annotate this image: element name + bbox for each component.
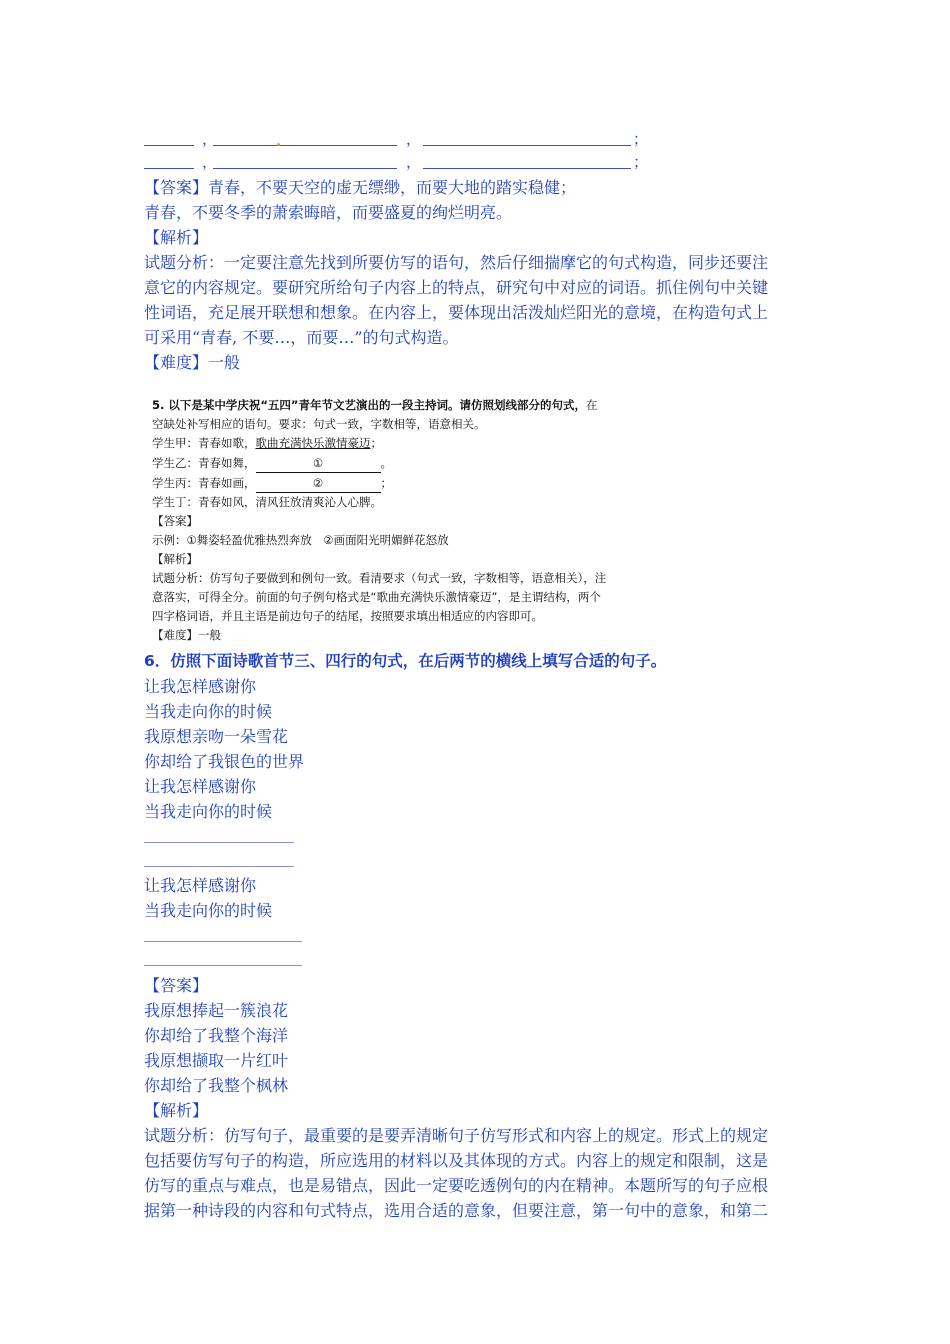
poem-line: 当我走向你的时候 — [144, 702, 273, 721]
q6-answer-label: 【答案】 — [144, 976, 209, 995]
q4-answer — [144, 175, 576, 200]
q5-prompt-line1 — [152, 396, 598, 414]
poem-line: 让我怎样感谢你 — [144, 777, 257, 796]
poem-line: 当我走向你的时候 — [144, 901, 273, 920]
poem-line: 让我怎样感谢你 — [144, 677, 257, 696]
poem-blank-line[interactable] — [144, 941, 302, 942]
q5-answer-label: 【答案】 — [152, 514, 198, 528]
poem-line: 你却给了我银色的世界 — [144, 752, 305, 771]
blank-2[interactable]: ② — [256, 474, 381, 493]
underlined-example: 歌曲充满快乐激情豪迈 — [255, 436, 371, 450]
poem-line: 让我怎样感谢你 — [144, 876, 257, 895]
q5-student-line: 学生丁：青春如风，清风狂放清爽沁人心脾。 — [152, 495, 382, 509]
punct: ； — [370, 436, 382, 450]
comma: ， — [202, 153, 218, 171]
q4-analysis-line: 性词语，充足展开联想和想象。在内容上，要体现出活泼灿烂阳光的意境，在构造句式上 — [144, 303, 769, 322]
blank-line[interactable] — [144, 168, 194, 169]
q6-answer-line: 你却给了我整个海洋 — [144, 1026, 289, 1045]
q5-answer: 示例：①舞姿轻盈优雅热烈奔放 ②画面阳光明媚鲜花怒放 — [152, 533, 449, 547]
poem-blank-line[interactable] — [144, 965, 302, 966]
blank-line[interactable] — [213, 168, 397, 169]
poem-line: 我原想亲吻一朵雪花 — [144, 727, 289, 746]
q5-analysis-line: 四字格词语，并且主语是前边句子的结尾，按照要求填出相适应的内容即可。 — [152, 609, 543, 623]
blank-row-2 — [0, 151, 950, 173]
comma: ， — [202, 130, 218, 148]
q6-answer-line: 你却给了我整个枫林 — [144, 1076, 289, 1095]
q4-analysis-line: 可采用“青春, 不要…，而要…”的句式构造。 — [144, 328, 459, 347]
orange-dot — [277, 143, 280, 146]
q5-analysis-line: 试题分析：仿写句子要做到和例句一致。看清要求（句式一致，字数相等，语意相关），注 — [152, 571, 607, 585]
q5-student-line — [152, 474, 392, 493]
blank-row-1 — [0, 128, 950, 150]
q4-analysis-label: 【解析】 — [144, 228, 209, 247]
q5-difficulty: 【难度】一般 — [152, 628, 221, 642]
semicolon: ； — [633, 130, 649, 148]
q6-analysis-label: 【解析】 — [144, 1101, 209, 1120]
punct: ； — [380, 476, 392, 490]
punct: 。 — [380, 456, 392, 470]
q4-analysis-line: 意它的内容规定。要研究所给句子内容上的特点，研究句中对应的词语。抓住例句中关键 — [144, 278, 769, 297]
blank-1[interactable]: ① — [256, 454, 381, 473]
q6-analysis-line: 试题分析：仿写句子，最重要的是要弄清晰句子仿写形式和内容上的规定。形式上的规定 — [144, 1126, 769, 1145]
q6-title: 6．仿照下面诗歌首节三、四行的句式，在后两节的横线上填写合适的句子。 — [144, 652, 667, 670]
q5-analysis-line: 意落实，可得全分。前面的句子例句格式是“歌曲充满快乐激情豪迈”，是主谓结构，两个 — [152, 590, 601, 604]
difficulty-value: 一般 — [208, 353, 241, 372]
blank-line[interactable] — [423, 145, 631, 146]
q5-prompt-bold: 5. 以下是某中学庆祝“五四”青年节文艺演出的一段主持词。请仿照划线部分的句式， — [152, 398, 586, 412]
poem-blank-line[interactable] — [144, 866, 294, 867]
q5-student-line — [152, 434, 382, 452]
answer-text: 青春，不要天空的虚无缥缈，而要大地的踏实稳健； — [208, 178, 577, 197]
q4-answer-line2: 青春，不要冬季的萧索晦暗，而要盛夏的绚烂明亮。 — [144, 203, 513, 222]
blank-line[interactable] — [213, 145, 397, 146]
q6-analysis-line: 包括要仿写句子的构造，所应选用的材料以及其体现的方式。内容上的规定和限制，这是 — [144, 1151, 769, 1170]
semicolon: ； — [633, 153, 649, 171]
poem-line: 当我走向你的时候 — [144, 802, 273, 821]
poem-blank-line[interactable] — [144, 842, 294, 843]
q4-analysis-line: 试题分析：一定要注意先找到所要仿写的语句，然后仔细揣摩它的句式构造，同步还要注 — [144, 253, 769, 272]
difficulty-label: 【难度】 — [144, 353, 209, 372]
answer-label: 【答案】 — [144, 178, 209, 197]
blank-line[interactable] — [423, 168, 631, 169]
blank-line[interactable] — [144, 145, 194, 146]
student-prefix: 学生丙：青春如画， — [152, 476, 256, 490]
q5-prompt-rest: 在 — [586, 398, 598, 412]
q4-difficulty — [144, 350, 240, 375]
student-prefix: 学生甲：青春如歌， — [152, 436, 256, 450]
q6-answer-line: 我原想捧起一簇浪花 — [144, 1001, 289, 1020]
student-prefix: 学生乙：青春如舞， — [152, 456, 256, 470]
q5-analysis-label: 【解析】 — [152, 552, 198, 566]
comma: ， — [406, 130, 422, 148]
q5-prompt-line2: 空缺处补写相应的语句。要求：句式一致，字数相等，语意相关。 — [152, 417, 486, 431]
q6-analysis-line: 据第一种诗段的内容和句式特点，选用合适的意象，但要注意，第一句中的意象，和第二 — [144, 1201, 769, 1220]
q5-student-line — [152, 454, 392, 473]
q6-analysis-line: 仿写的重点与难点，也是易错点，因此一定要吃透例句的内在精神。本题所写的句子应根 — [144, 1176, 769, 1195]
q6-answer-line: 我原想撷取一片红叶 — [144, 1051, 289, 1070]
comma: ， — [406, 153, 422, 171]
